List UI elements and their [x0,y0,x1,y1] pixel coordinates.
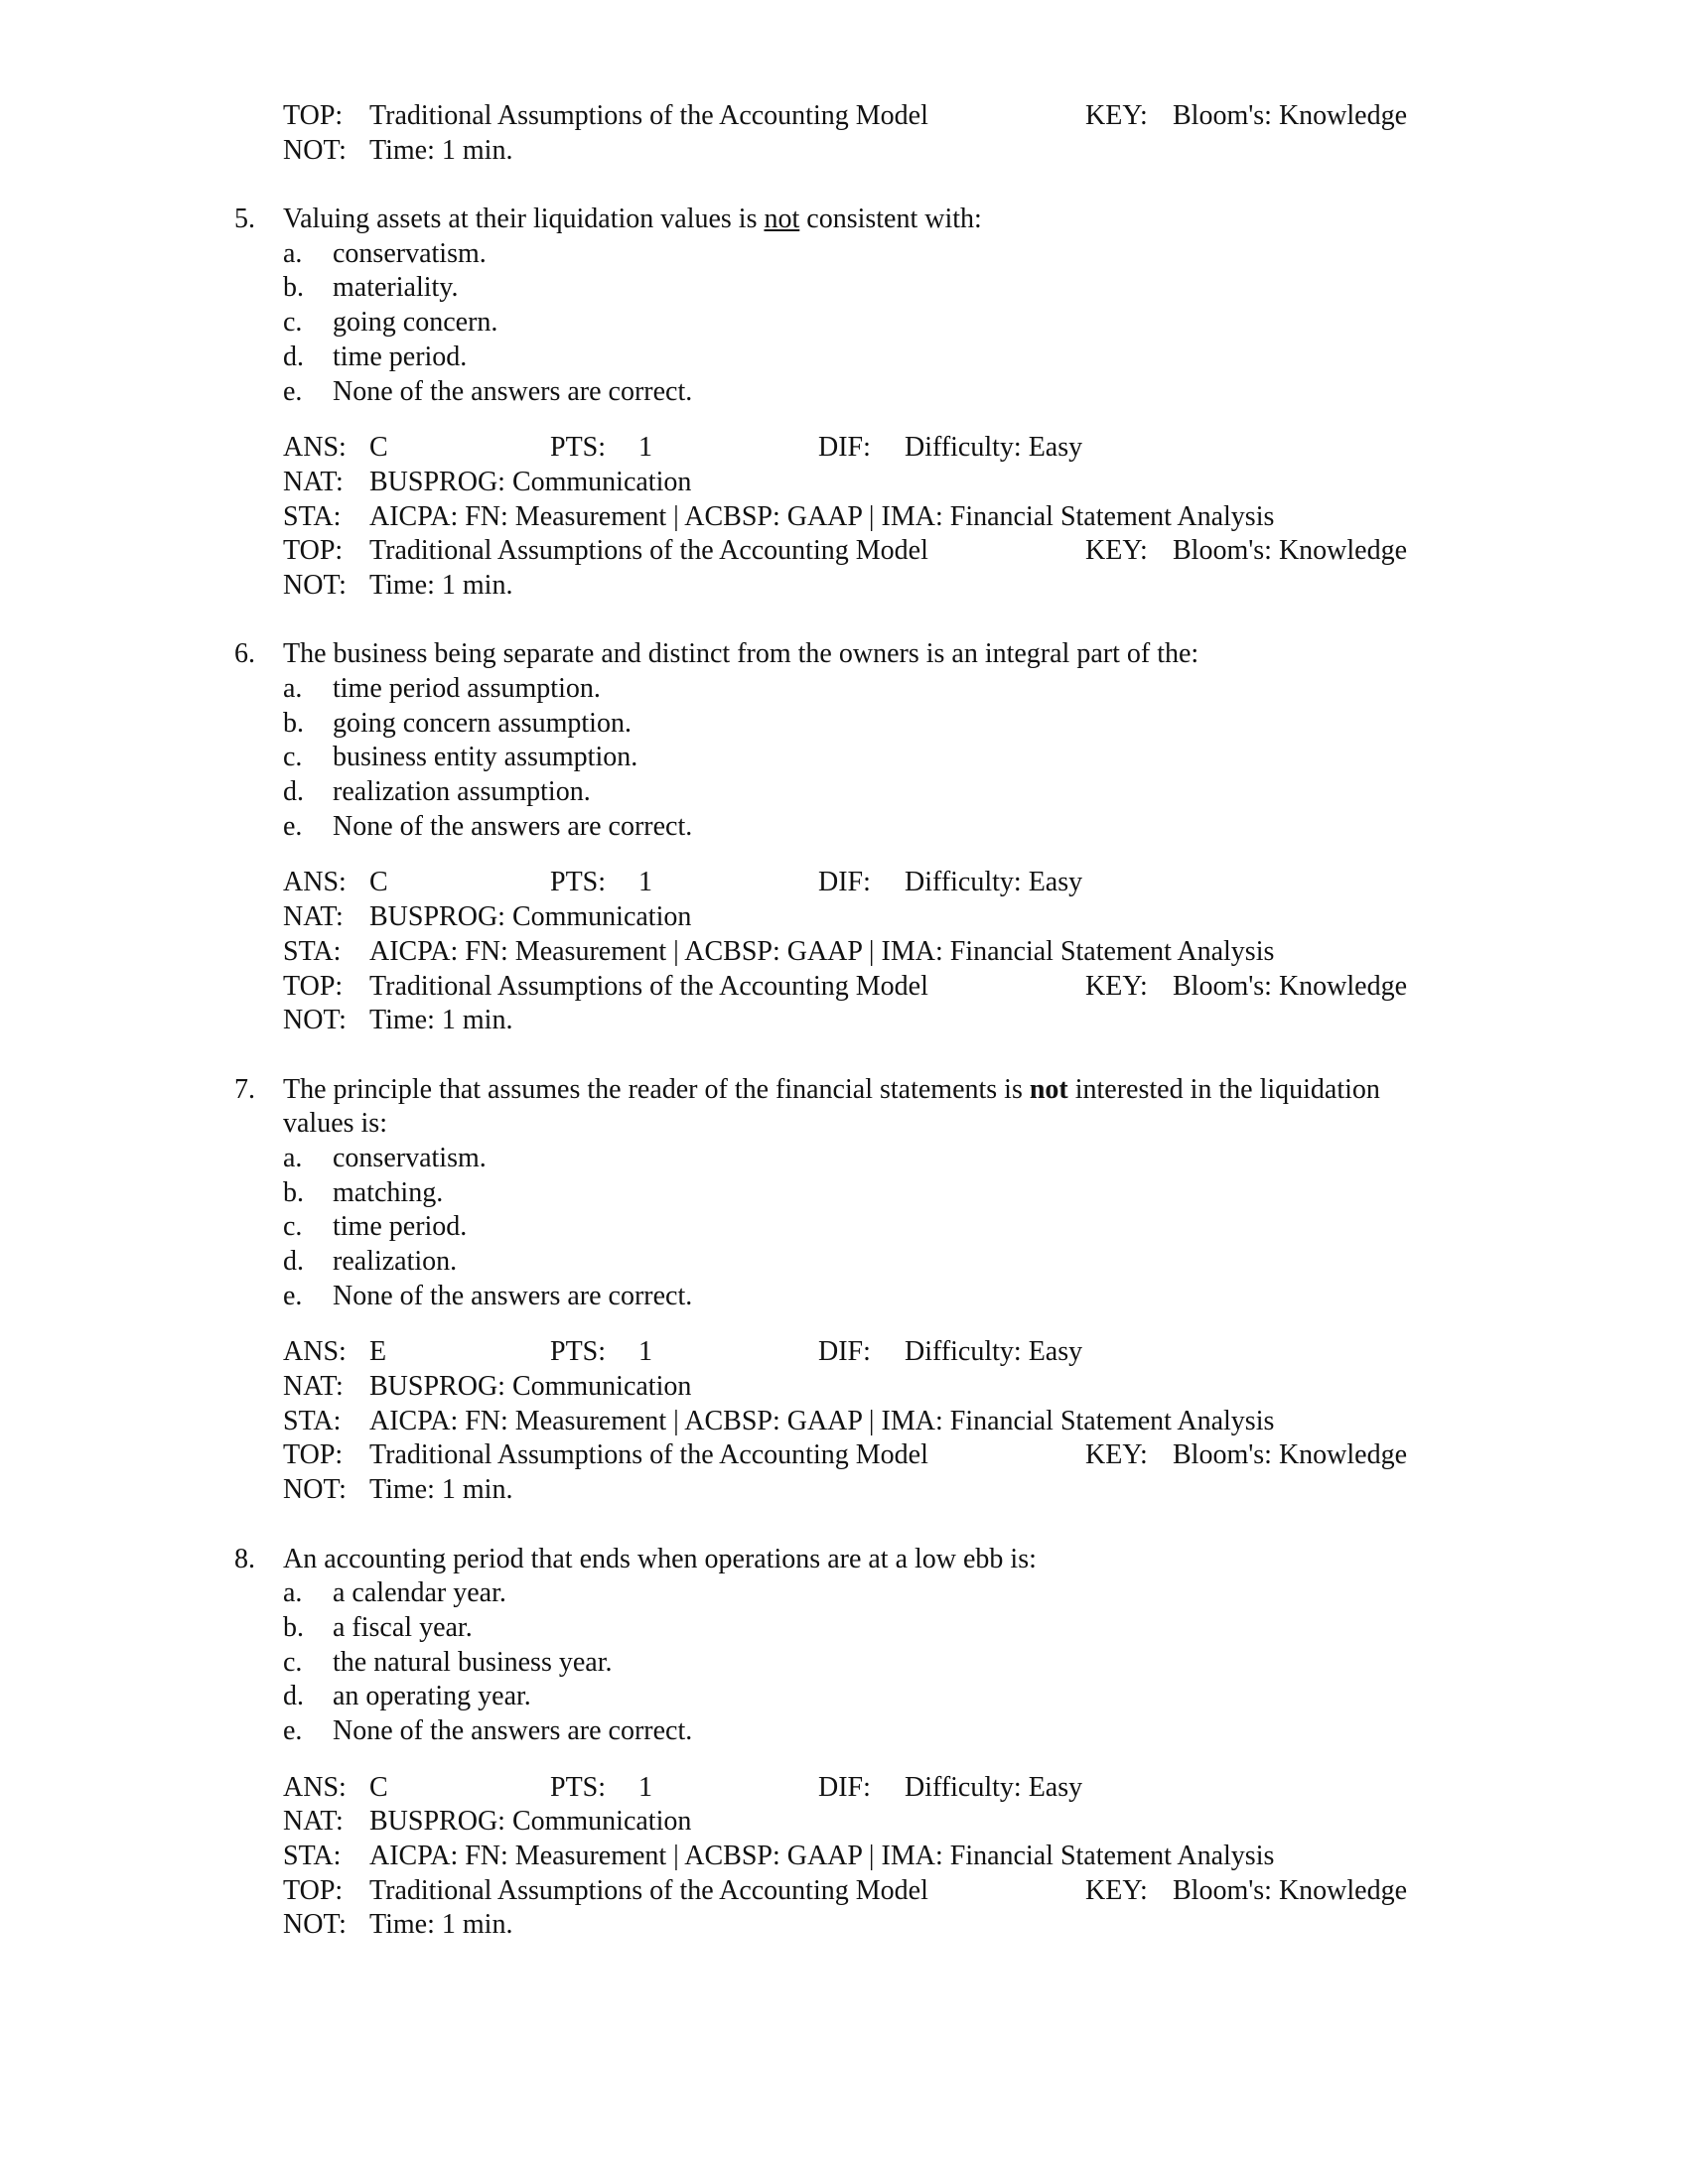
question-metadata [0,1771,1688,1943]
option-letter: b. [283,707,304,739]
answer-option [0,237,1688,272]
ans-value: E [369,1336,387,1368]
pts-label: PTS: [550,867,607,898]
ans-label: ANS: [283,432,347,464]
meta-not-row [0,1004,1688,1038]
option-letter: b. [283,1611,304,1643]
key-label: KEY: [1085,1874,1148,1906]
stem-emphasis: not [1029,1073,1068,1105]
question-4-metadata-carryover [0,99,1688,168]
pts-value: 1 [638,1771,652,1803]
option-letter: a. [283,1142,303,1173]
option-text: the natural business year. [333,1646,613,1678]
stem-emphasis: not [764,204,800,235]
pts-label: PTS: [550,1336,607,1368]
option-letter: e. [283,810,303,842]
ans-label: ANS: [283,867,347,898]
pts-label: PTS: [550,432,607,464]
sta-value: AICPA: FN: Measurement | ACBSP: GAAP | IMA: Financial Statement Analysis [369,1405,1275,1436]
dif-value: Difficulty: Easy [905,867,1083,898]
option-letter: c. [283,307,303,339]
meta-not-row [0,1473,1688,1508]
top-label: TOP: [283,1439,344,1471]
option-text: realization assumption. [333,776,591,808]
meta-nat-row [0,1370,1688,1405]
question-stem [283,637,1198,672]
nat-value: BUSPROG: Communication [369,466,692,497]
option-letter: e. [283,375,303,407]
option-letter: d. [283,341,304,372]
question-stem-line [0,1073,1688,1108]
key-value: Bloom's: Knowledge [1173,100,1408,131]
option-text: materiality. [333,272,459,304]
question-stem [283,1107,387,1142]
question-stem [283,1073,1380,1108]
key-label: KEY: [1085,100,1148,131]
top-value: Traditional Assumptions of the Accounting Model [369,970,928,1002]
dif-label: DIF: [818,432,871,464]
option-text: an operating year. [333,1681,531,1712]
dif-label: DIF: [818,867,871,898]
option-letter: a. [283,1577,303,1609]
not-value: Time: 1 min. [369,569,513,601]
top-value: Traditional Assumptions of the Accounting Model [369,1874,928,1906]
key-value: Bloom's: Knowledge [1173,970,1408,1002]
meta-top-row [0,970,1688,1005]
key-label: KEY: [1085,535,1148,567]
ans-value: C [369,432,388,464]
option-text: conservatism. [333,237,487,269]
ans-value: C [369,1771,388,1803]
question-stem-line [0,203,1688,237]
answer-option [0,707,1688,742]
option-text: a calendar year. [333,1577,506,1609]
meta-top-row [0,534,1688,569]
sta-value: AICPA: FN: Measurement | ACBSP: GAAP | IMA: Financial Statement Analysis [369,935,1275,967]
sta-label: STA: [283,1841,342,1871]
option-text: time period assumption. [333,673,601,704]
answer-option [0,1176,1688,1211]
nat-value: BUSPROG: Communication [369,1806,692,1838]
not-value: Time: 1 min. [369,1474,513,1506]
answer-option [0,1611,1688,1646]
answer-option [0,375,1688,410]
answer-option [0,1714,1688,1749]
nat-label: NAT: [283,1806,344,1838]
option-text: time period. [333,1211,468,1243]
document-page [0,99,1688,1978]
stem-text: values is: [283,1108,387,1140]
question-stem-line [0,1543,1688,1577]
answer-option [0,1210,1688,1245]
meta-sta-row [0,935,1688,970]
sta-value: AICPA: FN: Measurement | ACBSP: GAAP | IMA: Financial Statement Analysis [369,1841,1275,1871]
answer-option [0,1646,1688,1681]
option-text: realization. [333,1246,458,1277]
option-text: time period. [333,341,468,372]
meta-ans-row [0,431,1688,466]
question-stem [283,1543,1037,1577]
dif-label: DIF: [818,1336,871,1368]
question-number: 8. [234,1543,255,1574]
key-label: KEY: [1085,1439,1148,1471]
meta-sta-row [0,1840,1688,1874]
meta-ans-row [0,866,1688,900]
key-value: Bloom's: Knowledge [1173,1439,1408,1471]
nat-value: BUSPROG: Communication [369,1371,692,1403]
pts-value: 1 [638,1336,652,1368]
meta-sta-row [0,1405,1688,1439]
not-value: Time: 1 min. [369,1005,513,1036]
sta-label: STA: [283,500,342,532]
meta-nat-row [0,466,1688,500]
question-5 [0,203,1688,604]
option-letter: a. [283,237,303,269]
meta-ans-row [0,1335,1688,1370]
option-text: going concern assumption. [333,707,632,739]
not-label: NOT: [283,134,347,166]
question-stem [283,203,982,237]
option-letter: c. [283,742,303,773]
stem-text: The principle that assumes the reader of the financial statements is [283,1073,1030,1105]
meta-top-row [0,1438,1688,1473]
question-metadata [0,431,1688,603]
top-value: Traditional Assumptions of the Accounting Model [369,535,928,567]
sta-value: AICPA: FN: Measurement | ACBSP: GAAP | IMA: Financial Statement Analysis [369,500,1275,532]
answer-option [0,741,1688,775]
meta-nat-row [0,1805,1688,1840]
ans-label: ANS: [283,1336,347,1368]
meta-top-row [0,99,1688,134]
option-letter: e. [283,1280,303,1311]
stem-text: interested in the liquidation [1067,1073,1380,1105]
ans-label: ANS: [283,1771,347,1803]
option-text: None of the answers are correct. [333,1280,693,1311]
option-text: None of the answers are correct. [333,375,693,407]
key-value: Bloom's: Knowledge [1173,535,1408,567]
option-text: None of the answers are correct. [333,1714,693,1746]
option-letter: a. [283,673,303,704]
ans-value: C [369,867,388,898]
option-text: conservatism. [333,1142,487,1173]
option-letter: b. [283,272,304,304]
option-letter: d. [283,1681,304,1712]
answer-option [0,306,1688,341]
answer-option [0,1142,1688,1176]
answer-option [0,341,1688,375]
top-label: TOP: [283,1874,344,1906]
pts-value: 1 [638,432,652,464]
meta-nat-row [0,900,1688,935]
top-label: TOP: [283,100,344,131]
option-letter: c. [283,1211,303,1243]
question-stem-line [0,1107,1688,1142]
answer-option [0,1576,1688,1611]
question-number: 5. [234,204,255,235]
option-letter: d. [283,776,304,808]
answer-option [0,672,1688,707]
pts-label: PTS: [550,1771,607,1803]
meta-not-row [0,1908,1688,1943]
question-metadata [0,866,1688,1037]
option-text: a fiscal year. [333,1611,473,1643]
question-number: 6. [234,638,255,670]
dif-value: Difficulty: Easy [905,1771,1083,1803]
question-8 [0,1543,1688,1944]
top-value: Traditional Assumptions of the Accounting Model [369,100,928,131]
answer-option [0,1245,1688,1280]
nat-value: BUSPROG: Communication [369,901,692,933]
sta-label: STA: [283,1405,342,1436]
answer-option [0,775,1688,810]
stem-text: Valuing assets at their liquidation values is [283,204,765,235]
meta-top-row [0,1874,1688,1909]
question-metadata [0,1335,1688,1507]
nat-label: NAT: [283,901,344,933]
sta-label: STA: [283,935,342,967]
top-value: Traditional Assumptions of the Accounting Model [369,1439,928,1471]
key-label: KEY: [1085,970,1148,1002]
top-label: TOP: [283,535,344,567]
option-text: business entity assumption. [333,742,638,773]
meta-ans-row [0,1771,1688,1806]
dif-value: Difficulty: Easy [905,1336,1083,1368]
option-letter: e. [283,1714,303,1746]
answer-option [0,1680,1688,1714]
dif-value: Difficulty: Easy [905,432,1083,464]
key-value: Bloom's: Knowledge [1173,1874,1408,1906]
nat-label: NAT: [283,466,344,497]
question-6 [0,637,1688,1038]
not-label: NOT: [283,569,347,601]
meta-not-row [0,134,1688,169]
option-letter: b. [283,1176,304,1208]
not-label: NOT: [283,1005,347,1036]
nat-label: NAT: [283,1371,344,1403]
question-7 [0,1073,1688,1508]
pts-value: 1 [638,867,652,898]
answer-option [0,1280,1688,1314]
not-value: Time: 1 min. [369,1909,513,1941]
stem-text: The business being separate and distinct from the owners is an integral part of the: [283,638,1199,670]
option-letter: c. [283,1646,303,1678]
not-label: NOT: [283,1909,347,1941]
question-stem-line [0,637,1688,672]
not-label: NOT: [283,1474,347,1506]
question-number: 7. [234,1073,255,1105]
option-letter: d. [283,1246,304,1277]
not-value: Time: 1 min. [369,134,513,166]
meta-not-row [0,569,1688,604]
dif-label: DIF: [818,1771,871,1803]
top-label: TOP: [283,970,344,1002]
answer-option [0,810,1688,845]
answer-option [0,271,1688,306]
option-text: matching. [333,1176,444,1208]
option-text: None of the answers are correct. [333,810,693,842]
meta-sta-row [0,500,1688,535]
stem-text: consistent with: [799,204,982,235]
stem-text: An accounting period that ends when operations are at a low ebb is: [283,1543,1037,1574]
option-text: going concern. [333,307,498,339]
question-list [0,203,1688,1943]
